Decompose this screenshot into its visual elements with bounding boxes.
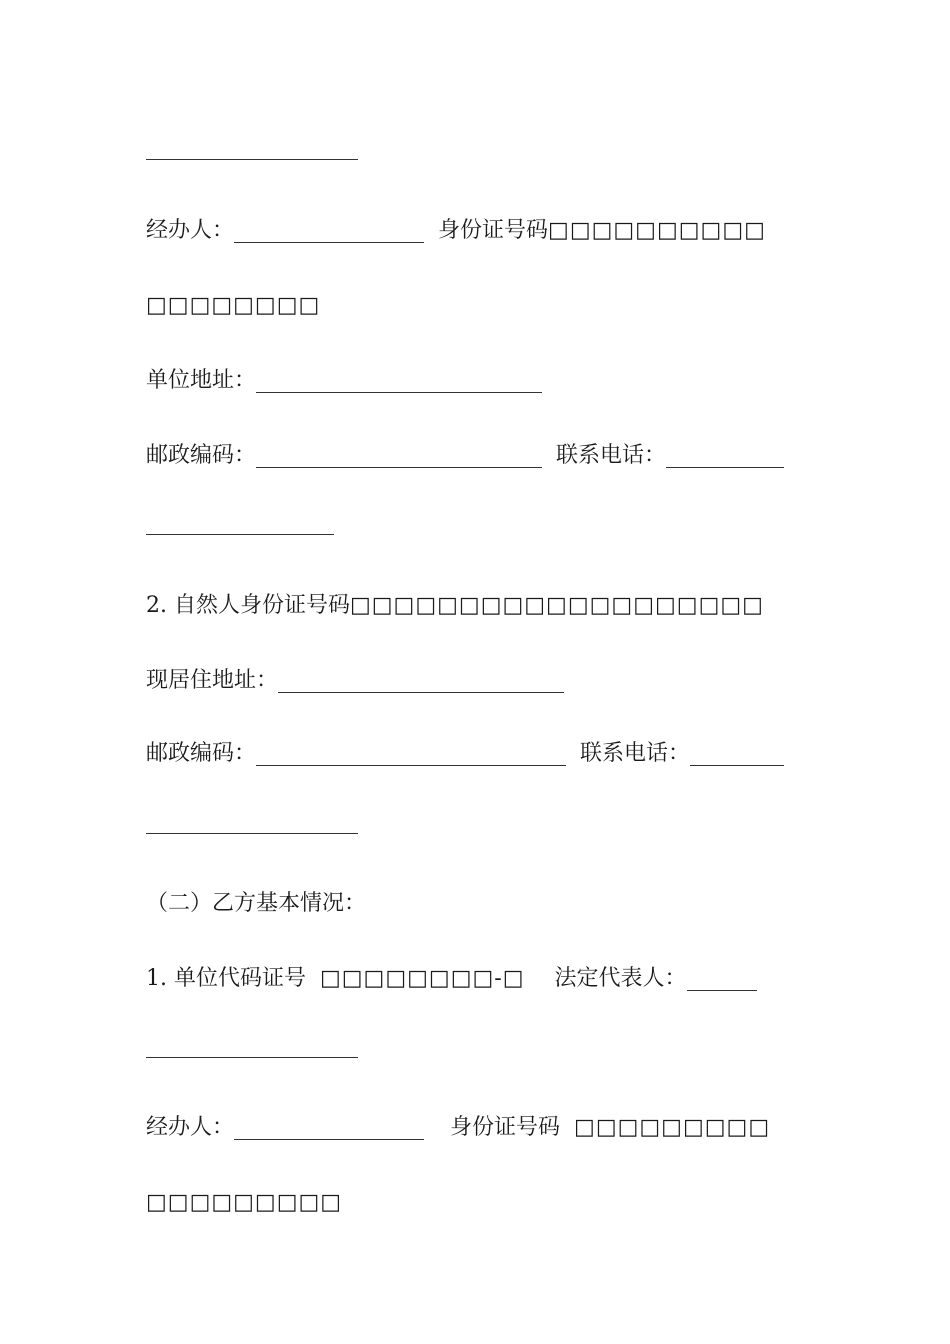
org-code-label: 1. 单位代码证号 xyxy=(146,966,306,991)
id-number-boxes-continued: □□□□□□□□ xyxy=(146,293,321,318)
natural-person-id-label: 2. 自然人身份证号码 xyxy=(146,593,350,618)
postcode-phone-row xyxy=(146,430,806,470)
blank-line xyxy=(146,158,358,160)
org-code-row xyxy=(146,953,806,993)
address-blank xyxy=(256,370,542,393)
phone-blank-2 xyxy=(690,743,784,766)
postcode-label: 邮政编码： xyxy=(146,443,257,468)
legal-rep-blank-continued xyxy=(146,1056,358,1058)
party-b-heading: （二）乙方基本情况： xyxy=(146,891,367,916)
org-code-boxes: □□□□□□□□-□ xyxy=(319,966,525,991)
handler-blank xyxy=(234,220,424,243)
postcode-blank xyxy=(256,445,542,468)
postcode-blank-2 xyxy=(256,743,566,766)
phone-blank xyxy=(666,445,784,468)
residence-address-label: 现居住地址： xyxy=(146,668,279,693)
phone-blank-continued-2 xyxy=(146,832,358,834)
address-label: 单位地址： xyxy=(146,368,257,393)
handler-label: 经办人： xyxy=(146,218,235,243)
postcode-label-2: 邮政编码： xyxy=(146,741,257,766)
residence-address-row xyxy=(146,655,806,695)
postcode-phone-row-2 xyxy=(146,728,806,768)
id-number-label: 身份证号码 xyxy=(438,218,549,243)
legal-rep-label: 法定代表人： xyxy=(554,966,687,991)
legal-rep-blank xyxy=(687,968,757,991)
id-number-boxes-2: □□□□□□□□□ xyxy=(574,1115,771,1140)
residence-address-blank xyxy=(278,670,564,693)
id-number-boxes: □□□□□□□□□□ xyxy=(548,218,766,243)
id-number-boxes-continued-2: □□□□□□□□□ xyxy=(146,1190,343,1215)
address-row xyxy=(146,355,806,395)
id-boxes-continued-row xyxy=(146,280,806,320)
natural-person-id-row xyxy=(146,580,806,620)
phone-blank-continued xyxy=(146,533,334,535)
natural-person-id-boxes: □□□□□□□□□□□□□□□□□□□ xyxy=(349,593,764,618)
id-number-label-2: 身份证号码 xyxy=(450,1115,561,1140)
handler-row xyxy=(146,205,806,245)
handler-row-2 xyxy=(146,1102,806,1142)
party-b-heading-row xyxy=(146,878,806,918)
phone-label-2: 联系电话： xyxy=(580,741,691,766)
handler-label-2: 经办人： xyxy=(146,1115,235,1140)
id-boxes-continued-row-2 xyxy=(146,1177,806,1217)
handler-blank-2 xyxy=(234,1117,424,1140)
phone-label: 联系电话： xyxy=(556,443,667,468)
